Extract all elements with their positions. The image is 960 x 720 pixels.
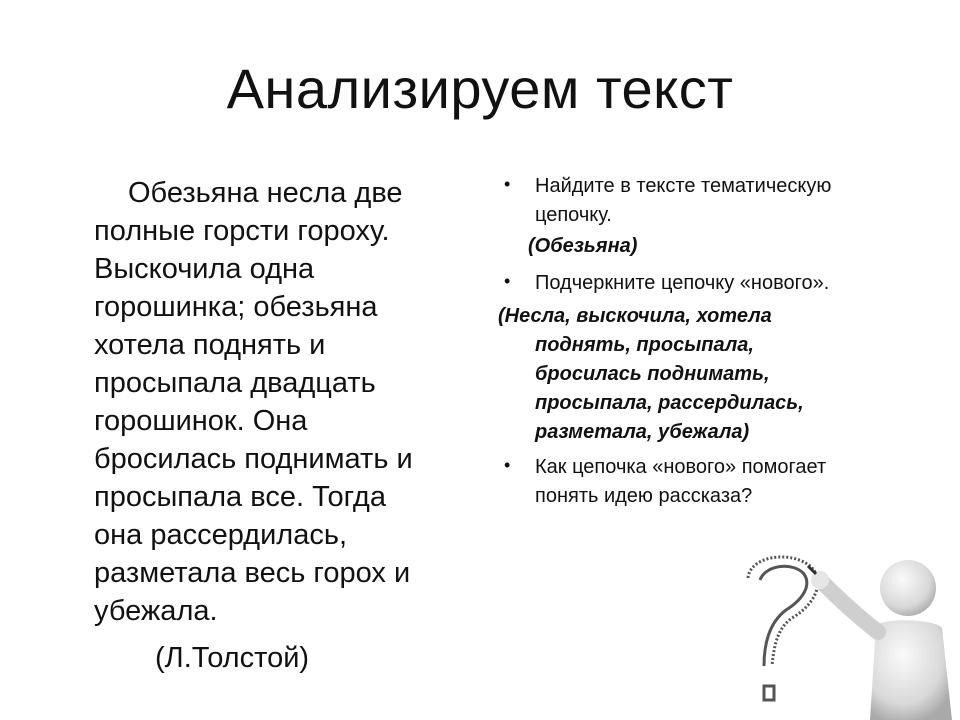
story-line: Обезьяна несла две (128, 177, 403, 209)
task-answer-1: (Обезьяна) (528, 235, 638, 257)
bullet-icon: • (504, 174, 511, 194)
slide-title: Анализируем текст (226, 57, 734, 120)
story-line: разметала весь горох и (94, 557, 411, 589)
story-author: (Л.Толстой) (155, 642, 310, 674)
story-line: просыпала все. Тогда (94, 481, 386, 513)
story-line: убежала. (94, 595, 218, 627)
person-figure-icon (808, 560, 952, 720)
story-line: полные горсти гороху. (94, 215, 390, 247)
task-item-2 (498, 269, 908, 298)
task-text: Найдите в тексте тематическую (535, 175, 832, 197)
task-text: Как цепочка «нового» помогает (535, 456, 827, 478)
bullet-icon: • (504, 271, 511, 291)
task-text: понять идею рассказа? (535, 485, 753, 507)
story-line: горошинок. Она (94, 405, 308, 437)
task-item-1 (498, 172, 908, 230)
bullet-icon: • (504, 455, 511, 475)
story-line: Выскочила одна (94, 253, 315, 285)
question-figure-illustration (730, 548, 960, 720)
task-list (498, 172, 908, 511)
story-line: бросилась поднимать и (94, 443, 413, 475)
question-mark-icon (748, 557, 818, 700)
task-item-3 (498, 453, 908, 511)
task-text: цепочку. (535, 204, 612, 226)
task-text: Подчеркните цепочку «нового». (535, 272, 830, 294)
story-line: горошинка; обезьяна (94, 291, 378, 323)
task-answer-2: (Несла, выскочила, хотела поднять, просыпала, бросилась поднимать, просыпала, рассердилась, разметала, убежала) (498, 305, 804, 443)
story-line: хотела поднять и (94, 329, 326, 361)
story-line: она рассердилась, (94, 519, 348, 551)
story-line: просыпала двадцать (94, 367, 376, 399)
story-text (94, 174, 464, 630)
